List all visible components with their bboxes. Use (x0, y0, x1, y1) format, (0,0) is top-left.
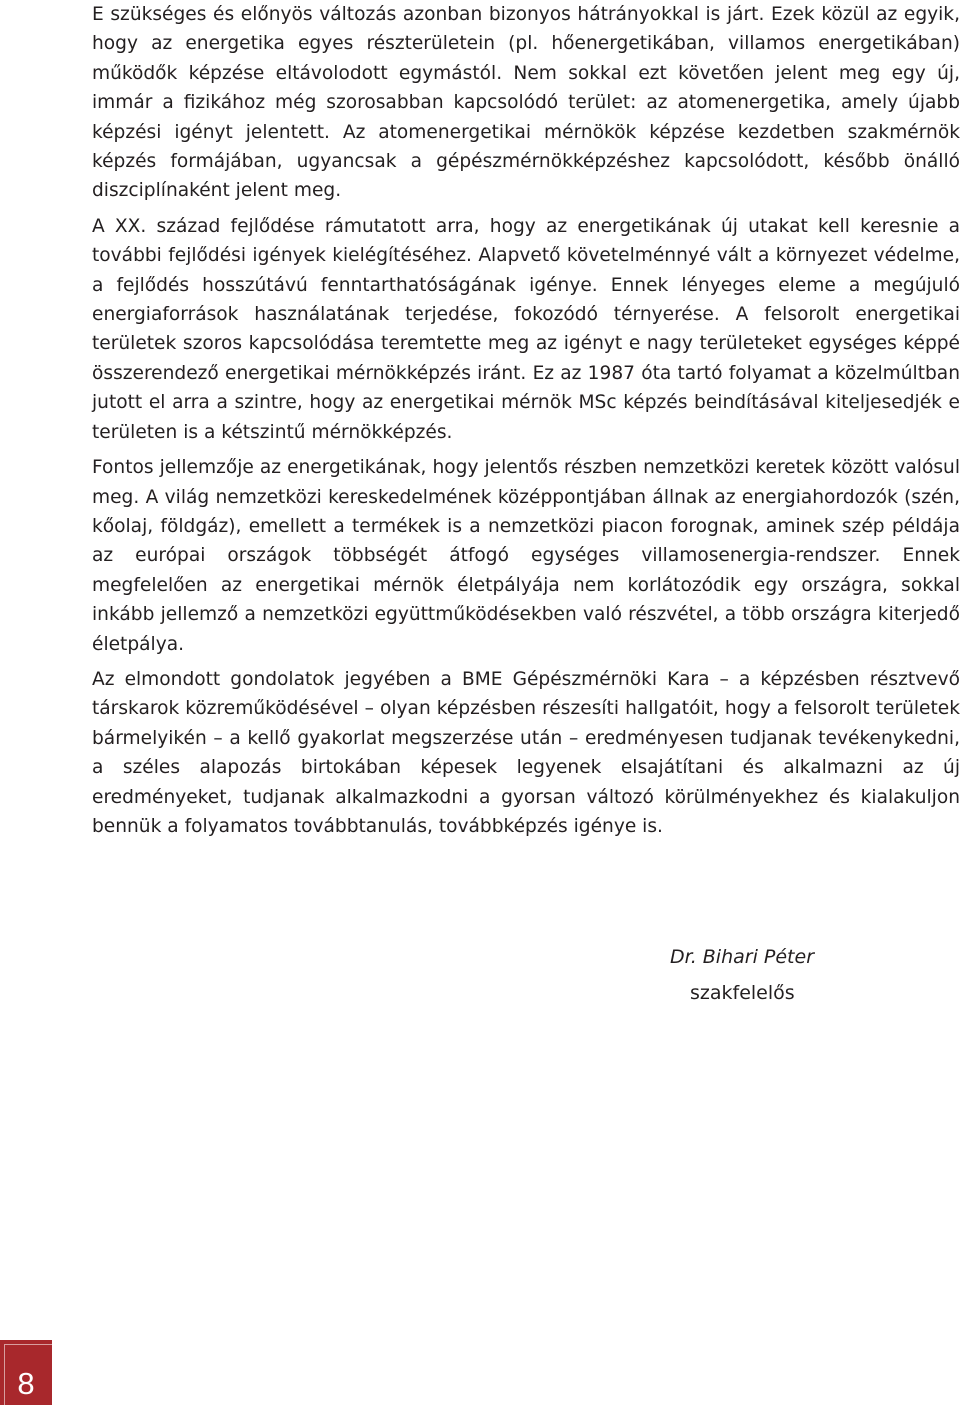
signature-name: Dr. Bihari Péter (670, 946, 815, 968)
paragraph: A XX. század fejlődése rámutatott arra, hogy az energetikának új utakat kell keresnie a további fejlődési igények kielégítéséhez. Alapvető követelménnyé vált a környezet védelme, a fejlődés hosszútávú fenntarthatóságának igénye. Ennek lényeges eleme a megújuló energiaforrások használatának terjedése, fokozódó térnyerése. A felsorolt energetikai területek szoros kapcsolódása teremtette meg az igényt e nagy területeket egységes képpé összerendező energetikai mérnökképzés iránt. Ez az 1987 óta tartó folyamat a közelmúltban jutott el arra a szintre, hogy az energetikai mérnök MSc képzés beindításával kiteljesedjék e területen is a kétszintű mérnökképzés. (92, 215, 960, 443)
signature-role: szakfelelős (690, 982, 795, 1004)
paragraph: E szükséges és előnyös változás azonban bizonyos hátrányokkal is járt. Ezek közül az egyik, hogy az energetika egyes részterületein (pl. hőenergetikában, villamos energetikában) működők képzése eltávolodott egymástól. Nem sokkal ezt követően jelent meg egy új, immár a fizikához még szorosabban kapcsolódó terület: az atomenergetika, amely újabb képzési igényt jelentett. Az atomenergetikai mérnökök képzése kezdetben szakmérnök képzés formájában, ugyancsak a gépészmérnökképzéshez kapcsolódott, később önálló diszciplínaként jelent meg. (92, 4, 960, 202)
page-number: 8 (17, 1366, 35, 1401)
paragraph: Fontos jellemzője az energetikának, hogy jelentős részben nemzetközi keretek között valósul meg. A világ nemzetközi kereskedelmének középpontjában állnak az energiahordozók (szén, kőolaj, földgáz), emellett a termékek is a nemzetközi piacon forognak, aminek szép példája az európai országok többségét átfogó egységes villamosenergia-rendszer. Ennek megfelelően az energetikai mérnök életpályája nem korlátozódik egy országra, sokkal inkább jellemző a nemzetközi együttműködésekben való részvétel, a több országra kiterjedő életpálya. (92, 457, 960, 655)
paragraph: Az elmondott gondolatok jegyében a BME Gépészmérnöki Kara – a képzésben résztvevő társkarok közreműködésével – olyan képzésben részesíti hallgatóit, hogy a felsorolt területek bármelyikén – a kellő gyakorlat megszerzése után – eredményesen tudjanak tevékenykedni, a széles alapozás birtokában képesek legyenek elsajátítani és alkalmazni az új eredményeket, tudjanak alkalmazkodni a gyorsan változó körülményekhez és kialakuljon bennük a folyamatos továbbtanulás, továbbképzés igénye is. (92, 668, 960, 837)
document-body (92, 0, 960, 841)
